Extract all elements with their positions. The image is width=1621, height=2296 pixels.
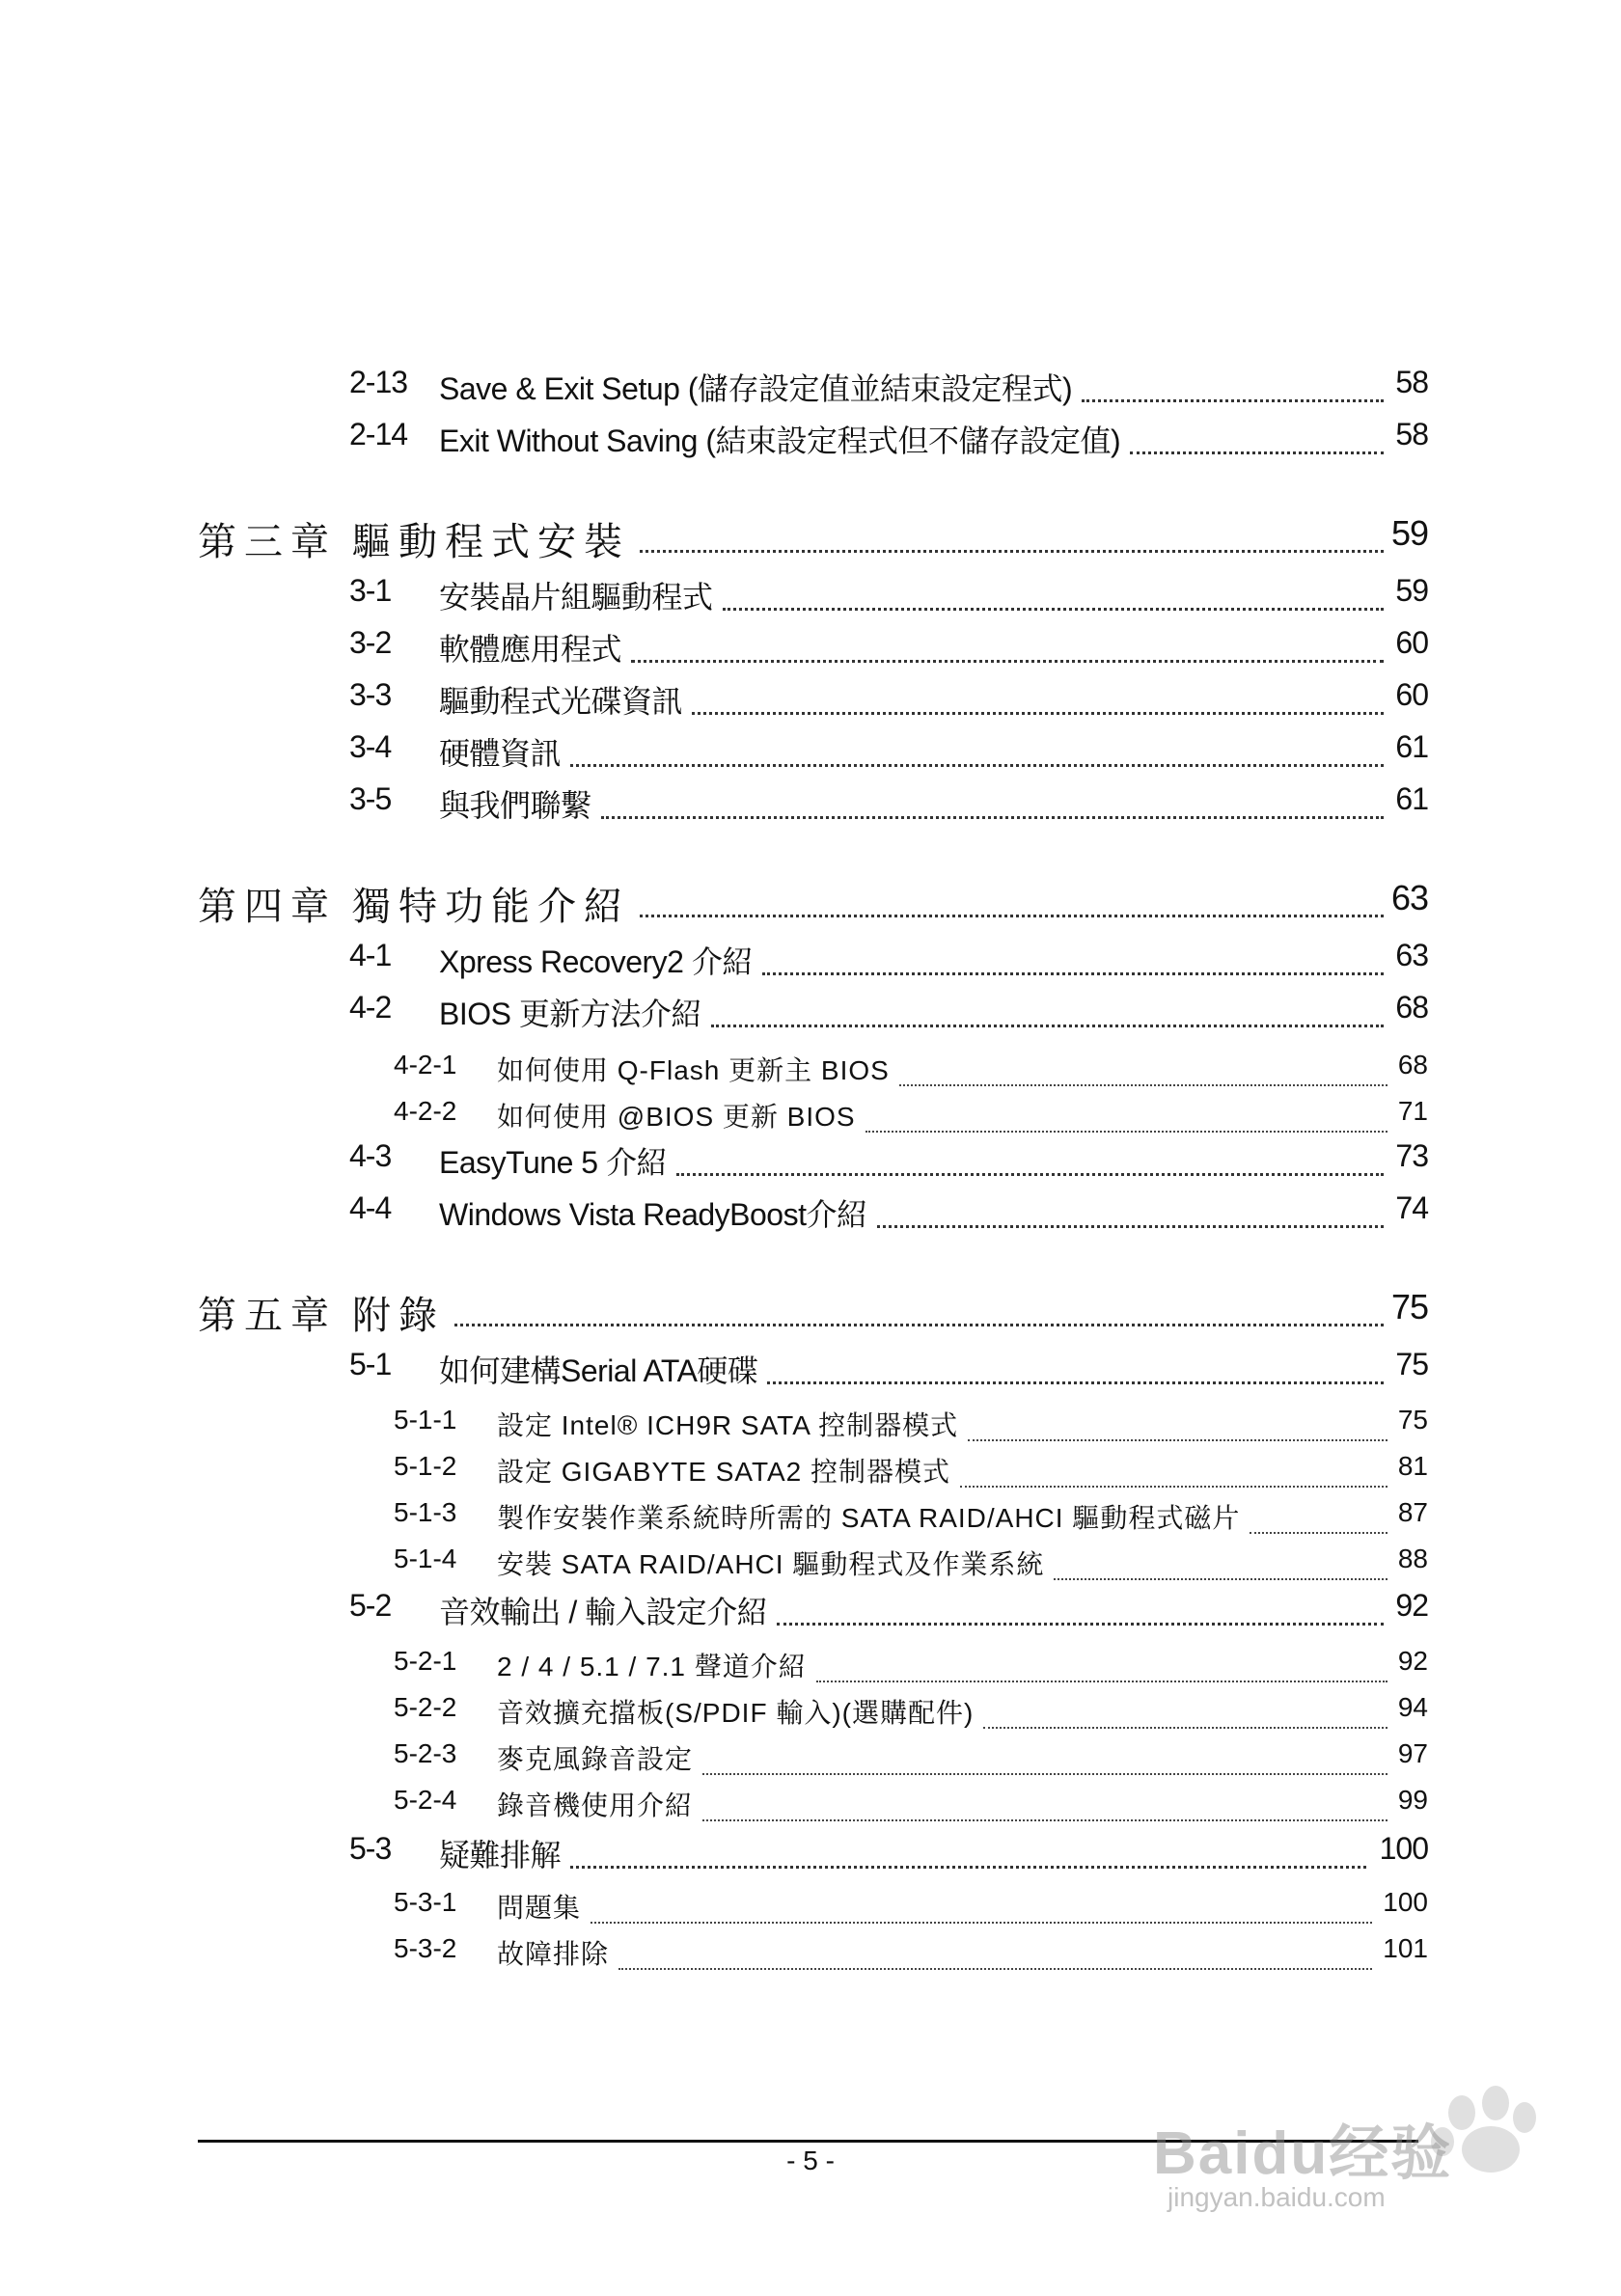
dot-leader: [640, 525, 1384, 553]
toc-entry-number: 5-3-1: [394, 1887, 457, 1917]
watermark-brand: Baidu经验: [1153, 2120, 1453, 2187]
toc-entry: [0, 677, 1621, 719]
toc-entry: [0, 1401, 1621, 1439]
toc-entry-page: 60: [1395, 625, 1428, 660]
dot-leader: [983, 1702, 1387, 1729]
toc-entry: [0, 1735, 1621, 1773]
toc-entry: [0, 573, 1621, 615]
dot-leader: [601, 791, 1384, 819]
dot-leader: [454, 1298, 1384, 1326]
toc-entry-number: 4-2-2: [394, 1096, 457, 1126]
toc-entry: [0, 513, 1621, 564]
toc-entry: [0, 1190, 1621, 1232]
toc-entry: [0, 417, 1621, 458]
dot-leader: [1082, 374, 1384, 402]
toc-entry-page: 100: [1383, 1887, 1428, 1917]
toc-entry-number: 5-2-3: [394, 1738, 457, 1768]
toc-entry: [0, 1138, 1621, 1180]
toc-entry-number: 4-3: [349, 1138, 392, 1173]
toc-entry-number: 4-2-1: [394, 1050, 457, 1080]
toc-entry-page: 75: [1397, 1405, 1428, 1435]
page-number: - 5 -: [786, 2146, 835, 2175]
toc-entry: [0, 1831, 1621, 1870]
toc-entry: [0, 1493, 1621, 1532]
toc-entry-number: 4-4: [349, 1190, 392, 1225]
toc-entry-number: 5-1-2: [394, 1451, 457, 1481]
toc-entry-number: 第四章: [198, 885, 337, 929]
toc-entry-number: 3-2: [349, 625, 392, 660]
toc-entry-page: 75: [1395, 1347, 1428, 1381]
toc-entry: [0, 1883, 1621, 1922]
dot-leader: [640, 889, 1384, 917]
toc-entry-number: 第三章: [198, 520, 337, 564]
toc-entry-title: 麥克風錄音設定: [497, 1744, 694, 1774]
toc-entry-number: 2-13: [349, 365, 408, 399]
toc-entry-number: 5-1-4: [394, 1544, 457, 1573]
dot-leader: [767, 1356, 1384, 1384]
toc-entry: [0, 1781, 1621, 1819]
dot-leader: [777, 1598, 1384, 1626]
dot-leader: [960, 1461, 1387, 1488]
watermark-url: jingyan.baidu.com: [1168, 2182, 1386, 2212]
toc-entry-title: 安裝晶片組驅動程式: [439, 580, 713, 615]
toc-entry-number: 5-3: [349, 1831, 392, 1866]
toc-entry-page: 68: [1397, 1050, 1428, 1080]
toc-entry-page: 68: [1395, 990, 1428, 1025]
toc-entry-number: 5-1-1: [394, 1405, 457, 1435]
toc-entry-page: 92: [1397, 1646, 1428, 1676]
toc-entry-title: 如何使用 @BIOS 更新 BIOS: [497, 1102, 856, 1132]
toc-entry-title: 問題集: [497, 1893, 582, 1923]
toc-entry: [0, 990, 1621, 1031]
toc-entry-number: 5-2-1: [394, 1646, 457, 1676]
toc-entry-title: 設定 Intel® ICH9R SATA 控制器模式: [497, 1410, 959, 1440]
toc-entry-title: 疑難排解: [439, 1838, 562, 1872]
toc-entry-number: 5-3-2: [394, 1933, 457, 1963]
toc-entry-page: 71: [1397, 1096, 1428, 1126]
toc-entry-number: 5-1: [349, 1347, 392, 1381]
toc-entry-title: 錄音機使用介紹: [497, 1790, 694, 1820]
toc-entry-number: 3-4: [349, 729, 392, 764]
toc-entry-page: 87: [1397, 1497, 1428, 1527]
toc-entry-number: 3-5: [349, 781, 392, 816]
toc-entry-number: 5-1-3: [394, 1497, 457, 1527]
toc-entry-title: 獨特功能介紹: [352, 885, 630, 929]
toc-entry-page: 61: [1395, 781, 1428, 816]
toc-entry: [0, 878, 1621, 929]
toc-entry-title: 驅動程式安裝: [352, 520, 630, 564]
toc-entry-title: 軟體應用程式: [439, 632, 622, 667]
toc-entry-page: 81: [1397, 1451, 1428, 1481]
toc-entry-number: 5-2-4: [394, 1785, 457, 1815]
toc-entry-page: 59: [1395, 573, 1428, 608]
toc-entry-page: 74: [1395, 1190, 1428, 1225]
dot-leader: [570, 739, 1384, 767]
toc-entry: [0, 1929, 1621, 1968]
toc-entry-number: 4-1: [349, 938, 392, 972]
toc-entry-number: 2-14: [349, 417, 408, 451]
toc-entry: [0, 781, 1621, 823]
dot-leader: [865, 1106, 1387, 1133]
toc-entry-page: 61: [1395, 729, 1428, 764]
toc-entry-title: 如何建構Serial ATA硬碟: [439, 1353, 758, 1388]
dot-leader: [702, 1748, 1387, 1775]
dot-leader: [618, 1943, 1372, 1970]
toc-entry: [0, 1447, 1621, 1486]
dot-leader: [702, 1794, 1387, 1821]
toc-entry-page: 63: [1395, 938, 1428, 972]
dot-leader: [676, 1148, 1384, 1176]
toc-entry: [0, 1287, 1621, 1338]
toc-entry-title: 如何使用 Q-Flash 更新主 BIOS: [497, 1055, 890, 1085]
toc-entry-number: 3-3: [349, 677, 392, 712]
toc-entry-page: 63: [1390, 878, 1428, 917]
dot-leader: [968, 1414, 1387, 1441]
toc-entry-title: Xpress Recovery2 介紹: [439, 944, 753, 979]
toc-entry-page: 73: [1395, 1138, 1428, 1173]
toc-entry-title: 附錄: [352, 1294, 445, 1338]
toc-entry-page: 92: [1395, 1588, 1428, 1623]
toc-entry: [0, 938, 1621, 979]
toc-entry: [0, 1642, 1621, 1681]
dot-leader: [899, 1059, 1387, 1086]
toc-entry-title: BIOS 更新方法介紹: [439, 997, 701, 1031]
toc-entry-page: 101: [1383, 1933, 1428, 1963]
toc-entry-page: 100: [1379, 1831, 1428, 1866]
toc-entry-number: 3-1: [349, 573, 392, 608]
toc-entry-title: EasyTune 5 介紹: [439, 1145, 667, 1180]
toc-entry-title: 設定 GIGABYTE SATA2 控制器模式: [497, 1457, 951, 1487]
toc-entry-title: 驅動程式光碟資訊: [439, 684, 683, 719]
toc-entry-title: 製作安裝作業系統時所需的 SATA RAID/AHCI 驅動程式磁片: [497, 1503, 1241, 1533]
toc-entry-number: 5-2: [349, 1588, 392, 1623]
toc-entry: [0, 1092, 1621, 1131]
dot-leader: [1054, 1553, 1387, 1580]
toc-entry-page: 97: [1397, 1738, 1428, 1768]
dot-leader: [631, 635, 1384, 663]
toc-entry-page: 99: [1397, 1785, 1428, 1815]
toc-entry: [0, 625, 1621, 667]
toc-entry-title: 與我們聯繫: [439, 788, 591, 823]
toc-entry: [0, 1046, 1621, 1084]
toc-entry-page: 88: [1397, 1544, 1428, 1573]
toc-entry-number: 5-2-2: [394, 1692, 457, 1722]
toc-entry-title: 音效輸出 / 輸入設定介紹: [439, 1595, 768, 1629]
toc-entry-number: 第五章: [198, 1294, 337, 1338]
dot-leader: [591, 1897, 1372, 1924]
toc-entry-title: Save & Exit Setup (儲存設定值並結束設定程式): [439, 371, 1073, 406]
toc-entry: [0, 729, 1621, 771]
toc-entry-title: 2 / 4 / 5.1 / 7.1 聲道介紹: [497, 1652, 807, 1681]
dot-leader: [816, 1655, 1387, 1682]
toc-entry: [0, 365, 1621, 406]
dot-leader: [762, 947, 1384, 975]
toc-entry-title: 硬體資訊: [439, 736, 562, 771]
toc-entry-page: 60: [1395, 677, 1428, 712]
toc-entry: [0, 1540, 1621, 1578]
toc-entry: [0, 1588, 1621, 1629]
toc-entry-page: 75: [1390, 1287, 1428, 1326]
toc-entry: [0, 1347, 1621, 1388]
toc-entry: [0, 1688, 1621, 1727]
toc-entry-title: 故障排除: [497, 1939, 610, 1969]
toc-entry-number: 4-2: [349, 990, 392, 1025]
dot-leader: [711, 999, 1384, 1027]
dot-leader: [877, 1200, 1384, 1228]
dot-leader: [570, 1841, 1366, 1869]
dot-leader: [723, 583, 1384, 611]
dot-leader: [692, 687, 1384, 715]
toc-entry-title: 安裝 SATA RAID/AHCI 驅動程式及作業系統: [497, 1549, 1045, 1579]
toc-entry-page: 59: [1390, 513, 1428, 553]
toc-entry-page: 58: [1395, 365, 1428, 399]
toc-entry-title: 音效擴充擋板(S/PDIF 輸入)(選購配件): [497, 1698, 975, 1728]
toc-entry-page: 94: [1397, 1692, 1428, 1722]
toc-entry-page: 58: [1395, 417, 1428, 451]
toc-entry-title: Exit Without Saving (結束設定程式但不儲存設定值): [439, 424, 1121, 458]
toc-entry-title: Windows Vista ReadyBoost介紹: [439, 1197, 867, 1232]
